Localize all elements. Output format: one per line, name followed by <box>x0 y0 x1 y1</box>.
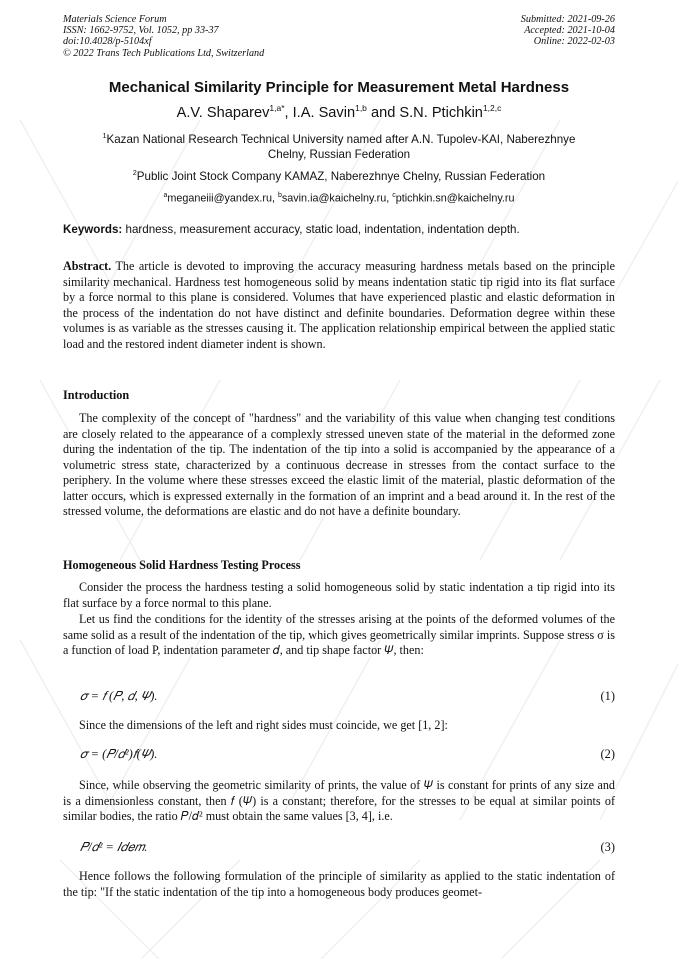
introduction-text: The complexity of the concept of "hardness" and the variability of this value when changing test conditions are closely related to the appearance of a complexly stressed uneven state of the material in the deformed zone during the indentation of the tip. The indentation of the tip into a solid is accompanied by the appearance of a volumetric stress state, characterized by a continuous decrease in stresses from the contact surface to the periphery. In the volume where these stresses exceed the elastic limit of the material, plastic deformation of the latter occurs, which is expressed externally in the formation of an imprint and a bead around it. In the rest of the stressed volume, the deformations are elastic and do not have a definite boundary. <box>63 411 615 518</box>
keywords-label: Keywords: <box>63 223 123 236</box>
accepted-date: Accepted: 2021-10-04 <box>524 25 615 37</box>
submission-dates <box>521 14 615 48</box>
journal-copyright: © 2022 Trans Tech Publications Ltd, Switzerland <box>63 47 265 59</box>
abstract <box>63 259 615 352</box>
abstract-text: The article is devoted to improving the accuracy measuring hardness metals based on the principle similarity mechanical. Hardness test homogeneous solid by means indentation static tip rigid into its flat surface by a force normal to this plane is considered. Volumes that have experienced plastic and elastic deformation in the process of the indentation do not have distinct and definite boundaries. Deformation degree within these volumes is as variable as the stresses causing it. The application relationship empirical between the applied static load and the restored indent diameter indent is shown. <box>63 259 615 351</box>
author-name: I.A. Savin <box>292 104 356 121</box>
keywords-text: hardness, measurement accuracy, static load, indentation, indentation depth. <box>122 223 520 236</box>
affiliation-2: $^2$Public Joint Stock Company KAMAZ, Naberezhnye Chelny, Russian Federation <box>132 169 546 183</box>
equation-text: 𝑃/𝑑² = 𝐼𝑑𝑒𝑚. <box>80 840 148 854</box>
author-affil-sup: 1,2,c <box>482 103 502 113</box>
equation-text: 𝜎 = (𝑃/𝑑²)𝑓(𝛹). <box>80 747 158 761</box>
author-name: A.V. Shaparev <box>176 104 270 121</box>
paragraph-formulation: Hence follows the following formulation of the principle of similarity as applied to the static indentation of the tip: "If the static indentation of the tip into a homogeneous body produces geomet- <box>63 869 615 899</box>
paragraph-similarity: Since, while observing the geometric similarity of prints, the value of 𝛹 is constant for prints of any size and is a dimensionless constant, then 𝑓 (𝛹) is a constant; therefore, for the stresses to be equal at similar points of similar bodies, the ratio 𝑃/𝑑² must obtain the same values [3, 4], i.e. <box>63 778 615 823</box>
email-link[interactable]: ptichkin.sn@kaichelny.ru <box>395 192 515 205</box>
email-link[interactable]: meganeiii@yandex.ru <box>167 192 272 205</box>
equation-number: (1) <box>600 689 615 703</box>
equation-3 <box>80 840 615 855</box>
paragraph-dimensions: Since the dimensions of the left and right sides must coincide, we get [1, 2]: <box>79 718 448 732</box>
abstract-label: Abstract. <box>63 259 112 273</box>
author-emails: $^a$meganeiii@yandex.ru, $^b$savin.ia@kaichelny.ru, $^c$ptichkin.sn@kaichelny.ru <box>163 192 515 205</box>
keywords <box>63 223 615 236</box>
paper-title: Mechanical Similarity Principle for Measurement Metal Hardness <box>108 79 570 96</box>
author-affil-sup: 1,b <box>355 103 367 113</box>
author-affil-sup: 1,a* <box>269 103 285 113</box>
section-heading-testing-process: Homogeneous Solid Hardness Testing Process <box>63 558 301 572</box>
author-name: S.N. Ptichkin <box>399 104 483 121</box>
equation-number: (3) <box>600 840 615 854</box>
paragraph-consider: Consider the process the hardness testing a solid homogeneous solid by static indentation a tip rigid into its flat surface by a force normal to this plane. <box>63 580 615 610</box>
journal-name: Materials Science Forum <box>63 14 167 25</box>
equation-2 <box>80 747 615 762</box>
section-heading-introduction: Introduction <box>63 388 130 402</box>
equation-number: (2) <box>600 747 615 761</box>
equation-1 <box>80 689 615 704</box>
equation-text: 𝜎 = 𝑓 (𝑃, 𝑑, 𝛹). <box>80 689 158 703</box>
journal-doi: doi:10.4028/p-5104xf <box>63 36 152 48</box>
email-link[interactable]: savin.ia@kaichelny.ru <box>281 192 387 205</box>
paragraph-conditions: Let us find the conditions for the identity of the stresses arising at the points of the deformed volumes of the same solid as a result of the indentation of the tip, which gives geometrically similar imprints. Suppose stress σ is a function of load P, indentation parameter 𝑑, and tip shape factor 𝛹, then: <box>63 612 615 657</box>
submitted-date: Submitted: 2021-09-26 <box>520 14 615 25</box>
journal-issn: ISSN: 1662-9752, Vol. 1052, pp 33-37 <box>63 25 219 37</box>
author-list: A.V. Shaparev$^{1,a*}$, I.A. Savin$^{1,b}$ and S.N. Ptichkin$^{1,2,c}$ <box>176 103 502 121</box>
journal-info <box>63 14 264 59</box>
online-date: Online: 2022-02-03 <box>533 36 615 48</box>
affiliation-1: $^1$Kazan National Research Technical University named after A.N. Tupolev-KAI, Naberezhnye Chelny, Russian Federation <box>102 132 576 161</box>
